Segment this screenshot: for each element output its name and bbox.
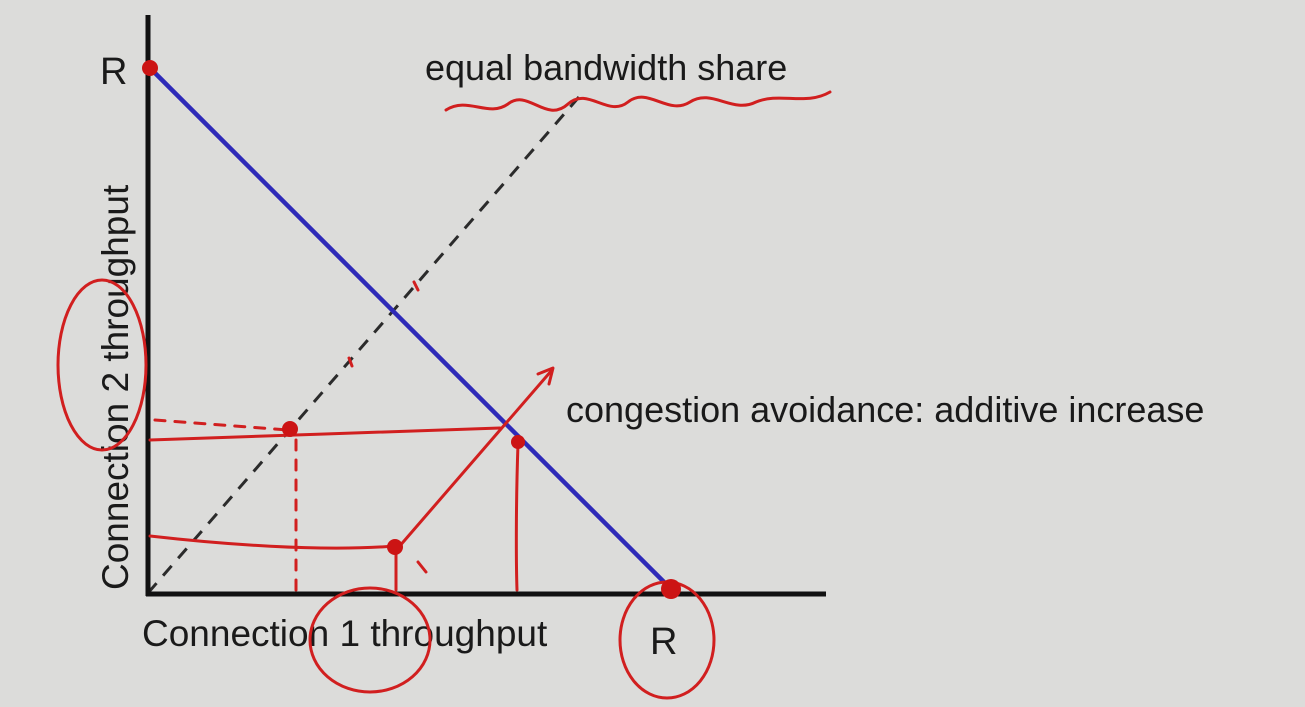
lower-horizontal-trace bbox=[150, 536, 395, 548]
equal-share-annotation: equal bandwidth share bbox=[425, 47, 788, 88]
capacity-line bbox=[150, 68, 672, 590]
fair-line-mark-upper bbox=[414, 282, 418, 290]
point-start bbox=[387, 539, 403, 555]
congestion-avoidance-annotation: congestion avoidance: additive increase bbox=[566, 389, 1205, 430]
equal-share-line bbox=[148, 90, 585, 593]
fair-point-dashed-guide-horizontal bbox=[155, 420, 288, 430]
point-r-y-axis bbox=[142, 60, 158, 76]
y-axis-max-label: R bbox=[100, 51, 128, 93]
x-axis-title: Connection 1 throughput bbox=[142, 613, 548, 654]
additive-increase-arrow bbox=[398, 370, 552, 548]
upper-horizontal-trace bbox=[150, 428, 500, 440]
vertical-drop-line-2 bbox=[516, 444, 518, 590]
point-capacity bbox=[511, 435, 525, 449]
x-axis-max-label: R bbox=[650, 621, 678, 663]
equal-share-underline-squiggle bbox=[446, 92, 830, 110]
y-axis-title: Connection 2 throughput bbox=[95, 184, 136, 590]
point-fair-share bbox=[282, 421, 298, 437]
point-r-x-axis bbox=[661, 579, 681, 599]
stray-mark bbox=[418, 562, 426, 572]
